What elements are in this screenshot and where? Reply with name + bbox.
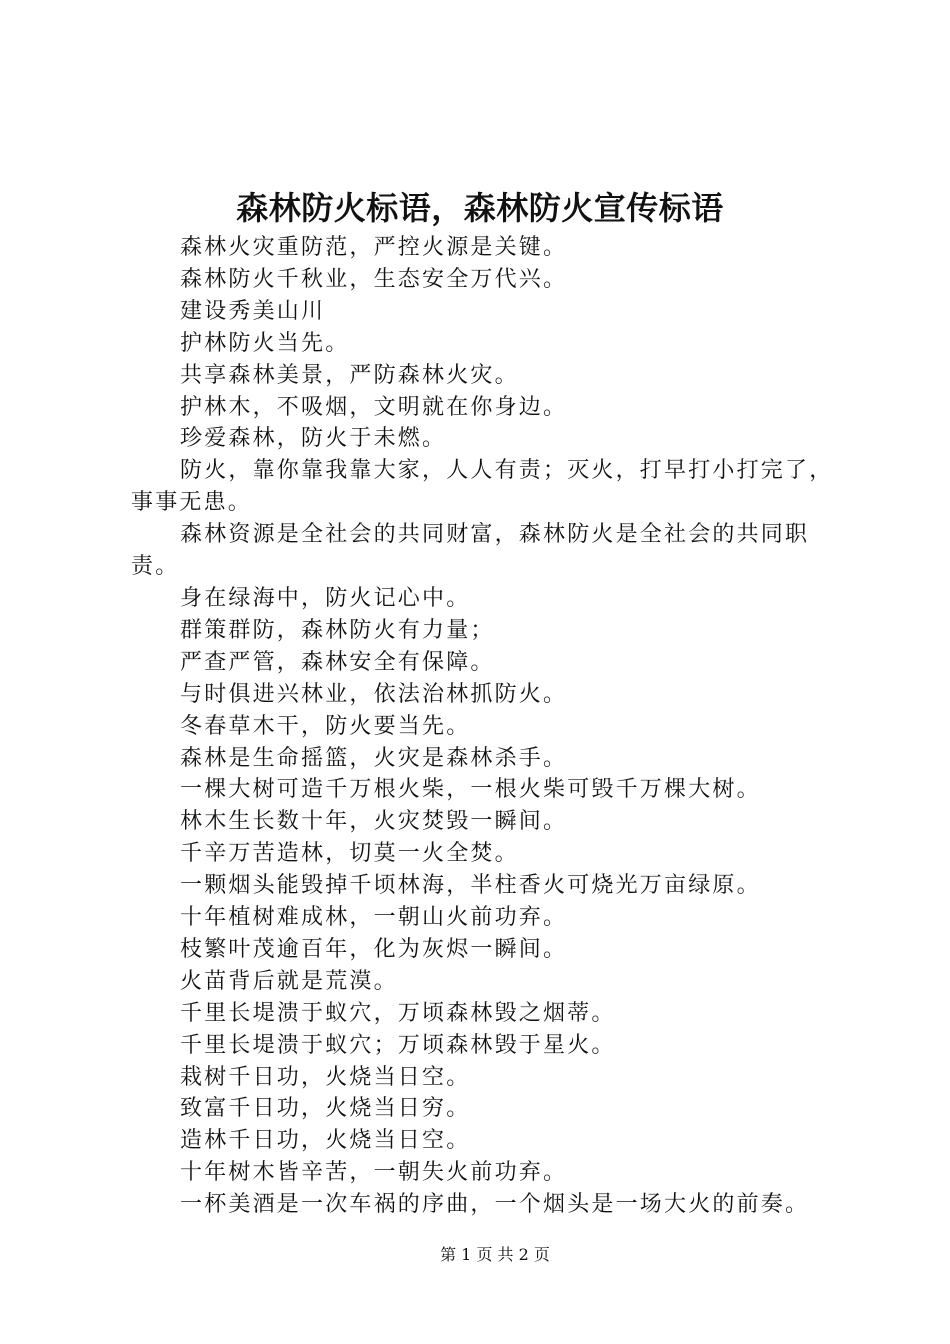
document-title: 森林防火标语，森林防火宣传标语 <box>236 189 724 227</box>
slogan-line: 建设秀美山川 <box>180 298 326 324</box>
slogan-line: 致富千日功，火烧当日穷。 <box>180 1096 471 1122</box>
slogan-line: 护林防火当先。 <box>180 330 350 356</box>
slogan-line: 栽树千日功，火烧当日空。 <box>180 1064 471 1090</box>
slogan-line: 与时俱进兴林业，依法治林抓防火。 <box>180 681 568 707</box>
slogan-line: 森林资源是全社会的共同财富，森林防火是全社会的共同职责。 <box>131 522 810 580</box>
slogan-line: 一杯美酒是一次车祸的序曲，一个烟头是一场大火的前奏。 <box>180 1192 810 1218</box>
slogan-line: 千里长堤溃于蚁穴；万顷森林毁于星火。 <box>180 1032 616 1058</box>
document-body <box>131 232 841 1221</box>
slogan-line: 千里长堤溃于蚁穴，万顷森林毁之烟蒂。 <box>180 1000 616 1026</box>
slogan-line: 共享森林美景，严防森林火灾。 <box>180 362 519 388</box>
slogan-line: 防火，靠你靠我靠大家，人人有责；灭火，打早打小打完了，事事无患。 <box>131 458 834 516</box>
slogan-line: 严查严管，森林安全有保障。 <box>180 649 495 675</box>
slogan-line: 造林千日功，火烧当日空。 <box>180 1128 471 1154</box>
slogan-line: 火苗背后就是荒漠。 <box>180 968 398 994</box>
page-footer: 第 1 页 共 2 页 <box>440 1245 550 1264</box>
slogan-line: 枝繁叶茂逾百年，化为灰烬一瞬间。 <box>180 936 568 962</box>
slogan-line: 群策群防，森林防火有力量； <box>180 617 495 643</box>
slogan-line: 冬春草木干，防火要当先。 <box>180 713 471 739</box>
slogan-line: 珍爱森林，防火于未燃。 <box>180 426 447 452</box>
slogan-line: 一棵大树可造千万根火柴，一根火柴可毁千万棵大树。 <box>180 777 761 803</box>
slogan-line: 林木生长数十年，火灾焚毁一瞬间。 <box>180 809 568 835</box>
slogan-line: 森林火灾重防范，严控火源是关键。 <box>180 235 568 260</box>
slogan-line: 十年植树难成林，一朝山火前功弃。 <box>180 905 568 931</box>
slogan-line: 身在绿海中，防火记心中。 <box>180 585 471 611</box>
slogan-line: 森林防火千秋业，生态安全万代兴。 <box>180 266 568 292</box>
slogan-line: 护林木，不吸烟，文明就在你身边。 <box>180 394 568 420</box>
slogan-line: 千辛万苦造林，切莫一火全焚。 <box>180 841 519 867</box>
slogan-line: 一颗烟头能毁掉千顷林海，半柱香火可烧光万亩绿原。 <box>180 873 761 899</box>
slogan-line: 十年树木皆辛苦，一朝失火前功弃。 <box>180 1160 568 1186</box>
slogan-line: 森林是生命摇篮，火灾是森林杀手。 <box>180 745 568 771</box>
